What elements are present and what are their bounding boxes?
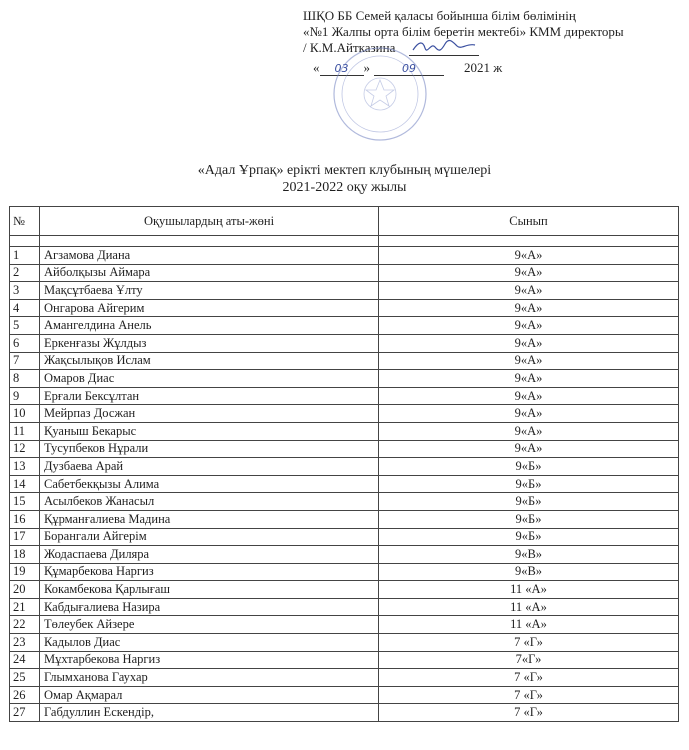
student-class: 7 «Г» [379,634,679,652]
row-number: 1 [10,247,40,265]
student-class: 9«Б» [379,458,679,476]
date-year: 2021 ж [464,60,503,75]
row-number: 6 [10,334,40,352]
row-number: 11 [10,422,40,440]
student-class: 9«А» [379,264,679,282]
document-subtitle: 2021-2022 оқу жылы [282,180,407,195]
student-class: 9«Б» [379,475,679,493]
table-row [10,546,679,564]
table-row [10,669,679,687]
student-name: Ерғали Бексұлтан [40,387,379,405]
student-name: Төлеубек Айзере [40,616,379,634]
row-number: 24 [10,651,40,669]
student-class: 9«А» [379,440,679,458]
signature [409,43,479,56]
student-name: Габдуллин Ескендір, [40,704,379,722]
approval-person-line [303,40,687,56]
student-class: 9«В» [379,563,679,581]
student-class: 9«А» [379,317,679,335]
student-class: 9«В» [379,546,679,564]
student-name: Омар Ақмарал [40,686,379,704]
row-number: 16 [10,510,40,528]
approval-date-line [303,60,687,76]
student-class: 9«А» [379,282,679,300]
student-class: 9«А» [379,352,679,370]
row-number: 23 [10,634,40,652]
student-name: Агзамова Диана [40,247,379,265]
student-class: 7«Г» [379,651,679,669]
table-body [10,247,679,722]
student-class: 9«А» [379,405,679,423]
student-name: Амангелдина Анель [40,317,379,335]
student-class: 9«Б» [379,493,679,511]
row-number: 22 [10,616,40,634]
student-name: Кадылов Диас [40,634,379,652]
director-name: К.М.Айтказина [309,40,396,55]
student-class: 9«Б» [379,510,679,528]
table-row [10,387,679,405]
student-class: 9«А» [379,299,679,317]
row-number: 2 [10,264,40,282]
student-class: 9«А» [379,247,679,265]
date-open-quote: « [313,60,320,75]
table-row [10,264,679,282]
table-row [10,352,679,370]
student-class: 9«А» [379,370,679,388]
table-row [10,651,679,669]
table-row [10,405,679,423]
date-close-quote: » [363,60,370,75]
header-number: № [10,207,40,236]
row-number: 25 [10,669,40,687]
row-number: 7 [10,352,40,370]
row-number: 20 [10,581,40,599]
row-number: 26 [10,686,40,704]
row-number: 8 [10,370,40,388]
table-row [10,475,679,493]
table-spacer-row [10,236,679,247]
table-row [10,370,679,388]
row-number: 10 [10,405,40,423]
student-name: Жодаспаева Диляра [40,546,379,564]
student-class: 9«А» [379,422,679,440]
student-class: 7 «Г» [379,669,679,687]
members-table [9,206,679,722]
student-name: Құмарбекова Наргиз [40,563,379,581]
table-row [10,440,679,458]
student-name: Глымханова Гаухар [40,669,379,687]
row-number: 27 [10,704,40,722]
student-class: 9«А» [379,334,679,352]
student-name: Асылбеков Жанасыл [40,493,379,511]
student-name: Мақсұтбаева Ұлту [40,282,379,300]
table-header-row [10,207,679,236]
table-row [10,247,679,265]
date-month: 09 [374,61,444,76]
table-row [10,686,679,704]
table-row [10,598,679,616]
table-row [10,422,679,440]
approval-line-department: ШҚО ББ Семей қаласы бойынша білім бөлімінің [303,8,576,23]
table-row [10,634,679,652]
row-number: 9 [10,387,40,405]
student-name: Кокамбекова Қарлығаш [40,581,379,599]
student-name: Мұхтарбекова Наргиз [40,651,379,669]
row-number: 14 [10,475,40,493]
approval-line-director: «№1 Жалпы орта білім беретін мектебі» КММ директоры [303,24,624,39]
row-number: 12 [10,440,40,458]
student-name: Еркенғазы Жұлдыз [40,334,379,352]
student-name: Айболқызы Аймара [40,264,379,282]
table-row [10,563,679,581]
table-row [10,493,679,511]
row-number: 15 [10,493,40,511]
student-name: Дузбаева Арай [40,458,379,476]
row-number: 5 [10,317,40,335]
student-class: 11 «А» [379,581,679,599]
row-number: 13 [10,458,40,476]
approval-block [303,8,687,76]
date-day: 03 [320,61,364,76]
table-row [10,299,679,317]
table-row [10,458,679,476]
person-prefix: / [303,40,307,55]
student-name: Тусупбеков Нұрали [40,440,379,458]
table-row [10,334,679,352]
student-class: 7 «Г» [379,686,679,704]
student-class: 11 «А» [379,616,679,634]
student-name: Сабетбекқызы Алима [40,475,379,493]
student-name: Жақсылықов Ислам [40,352,379,370]
row-number: 19 [10,563,40,581]
table-row [10,510,679,528]
student-name: Онгарова Айгерим [40,299,379,317]
row-number: 4 [10,299,40,317]
student-class: 7 «Г» [379,704,679,722]
table-row [10,528,679,546]
header-name: Оқушылардың аты-жөні [40,207,379,236]
table-row [10,317,679,335]
document-title: «Адал Ұрпақ» ерікті мектеп клубының мүшелері [197,163,492,178]
row-number: 17 [10,528,40,546]
student-name: Борангали Айгерім [40,528,379,546]
student-name: Кабдығалиева Назира [40,598,379,616]
student-name: Омаров Диас [40,370,379,388]
row-number: 21 [10,598,40,616]
table-row [10,282,679,300]
student-name: Құрманғалиева Мадина [40,510,379,528]
table-row [10,581,679,599]
student-name: Қуаныш Бекарыс [40,422,379,440]
table-row [10,616,679,634]
row-number: 18 [10,546,40,564]
student-class: 11 «А» [379,598,679,616]
student-class: 9«А» [379,387,679,405]
row-number: 3 [10,282,40,300]
student-class: 9«Б» [379,528,679,546]
table-row [10,704,679,722]
header-class: Сынып [379,207,679,236]
student-name: Мейрпаз Досжан [40,405,379,423]
